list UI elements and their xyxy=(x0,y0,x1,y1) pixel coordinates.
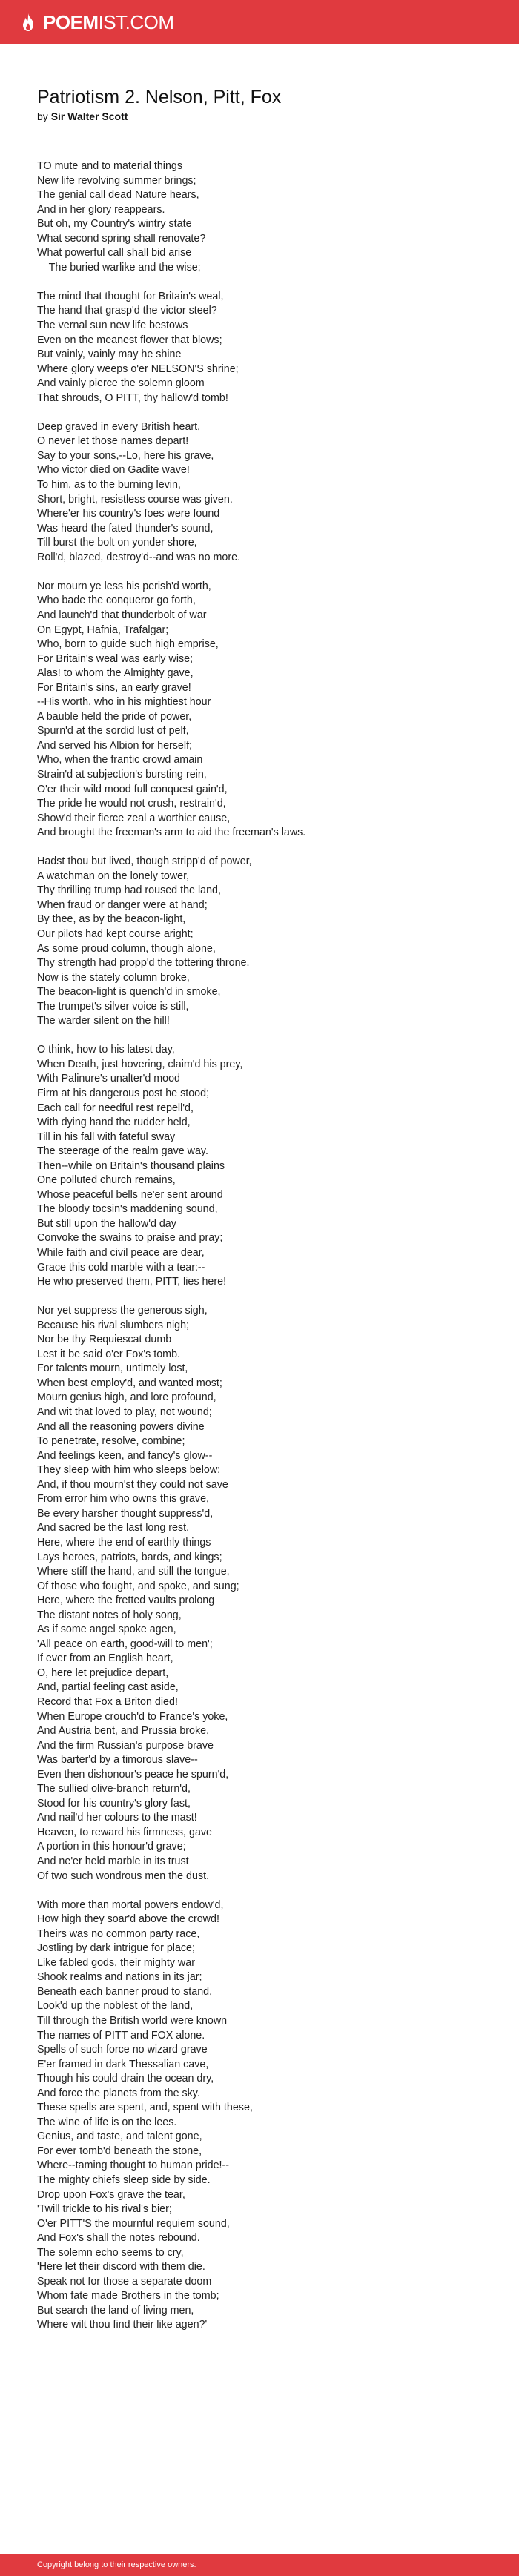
poem-line: For talents mourn, untimely lost, xyxy=(37,1363,188,1375)
poem-line: But search the land of living men, xyxy=(37,2304,194,2317)
poem-line: Roll'd, blazed, destroy'd--and was no more. xyxy=(37,551,241,563)
poem-line: A portion in this honour'd grave; xyxy=(37,1841,186,1853)
poem-line: Whom fate made Brothers in the tomb; xyxy=(37,2290,219,2302)
poem-line: O think, how to his latest day, xyxy=(37,1044,175,1056)
poem-line: When fraud or danger were at hand; xyxy=(37,898,208,911)
poem-line: Till in his fall with fateful sway xyxy=(37,1130,176,1143)
poem-line: A bauble held the pride of power, xyxy=(37,710,192,723)
poem-line: When Europe crouch'd to France's yoke, xyxy=(37,1710,228,1723)
stanza xyxy=(37,855,497,1029)
poem-line: And all the reasoning powers divine xyxy=(37,1420,205,1433)
poem-line: Each call for needful rest repell'd, xyxy=(37,1102,194,1114)
poem-line: What powerful call shall bid arise xyxy=(37,247,192,259)
poem-line: Look'd up the noblest of the land, xyxy=(37,2000,194,2013)
poem-line: The distant notes of holy song, xyxy=(37,1609,182,1621)
poem-line: While faith and civil peace are dear, xyxy=(37,1247,205,1259)
stanza xyxy=(37,290,497,405)
poem-line: Who, born to guide such high emprise, xyxy=(37,638,219,651)
poem-line: But still upon the hallow'd day xyxy=(37,1217,176,1230)
poem-line: The wine of life is on the lees. xyxy=(37,2116,177,2128)
poem-line: As some proud column, though alone, xyxy=(37,942,216,955)
poem-line: New life revolving summer brings; xyxy=(37,174,196,187)
poem-line: Where stiff the hand, and still the tongue, xyxy=(37,1566,230,1578)
poem-line: And feelings keen, and fancy's glow-- xyxy=(37,1449,213,1462)
poem-line: The sullied olive-branch return'd, xyxy=(37,1783,191,1795)
poem-line: Firm at his dangerous post he stood; xyxy=(37,1087,210,1099)
poem-line: Shook realms and nations in its jar; xyxy=(37,1971,202,1984)
poem-line: And in her glory reappears. xyxy=(37,203,165,216)
poem-line: Nor be thy Requiescat dumb xyxy=(37,1334,172,1346)
poem-line: Strain'd at subjection's bursting rein, xyxy=(37,768,207,781)
poem-line: And wit that loved to play, not wound; xyxy=(37,1406,212,1419)
poem-line: The vernal sun new life bestows xyxy=(37,319,188,332)
author-link[interactable]: Sir Walter Scott xyxy=(50,110,128,122)
poem-line: Where wilt thou find their like agen?' xyxy=(37,2319,208,2331)
stanza xyxy=(37,1898,497,2333)
poem-line: When best employ'd, and wanted most; xyxy=(37,1377,222,1389)
poem-line: Nor yet suppress the generous sigh, xyxy=(37,1305,208,1317)
poem-line: Hadst thou but lived, though stripp'd of power, xyxy=(37,855,252,868)
stanza xyxy=(37,420,497,565)
stanza xyxy=(37,580,497,841)
poem-line: To him, as to the burning levin, xyxy=(37,479,181,491)
poem-line: The buried warlike and the wise; xyxy=(37,261,201,274)
poem-line: Because his rival slumbers nigh; xyxy=(37,1319,190,1331)
poem-line: He who preserved them, PITT, lies here! xyxy=(37,1276,227,1288)
poem-line: The solemn echo seems to cry, xyxy=(37,2246,184,2259)
poem-line: How high they soar'd above the crowd! xyxy=(37,1913,219,1926)
poem-line: And Fox's shall the notes rebound. xyxy=(37,2232,200,2245)
poem-line: O, here let prejudice depart, xyxy=(37,1666,169,1679)
poem-line: But vainly, vainly may he shine xyxy=(37,348,182,361)
poem-line: That shrouds, O PITT, thy hallow'd tomb! xyxy=(37,391,228,404)
poem-line: O'er PITT'S the mournful requiem sound, xyxy=(37,2217,230,2230)
poem-line: What second spring shall renovate? xyxy=(37,232,206,245)
poem-line: The mind that thought for Britain's weal, xyxy=(37,290,224,302)
poem-line: Now is the stately column broke, xyxy=(37,971,190,984)
poem-line: And launch'd that thunderbolt of war xyxy=(37,609,207,621)
poem-line: Jostling by dark intrigue for place; xyxy=(37,1942,195,1955)
poem-line: The steerage of the realm gave way. xyxy=(37,1145,208,1158)
poem-line: And sacred be the last long rest. xyxy=(37,1522,190,1534)
poem-line: Lays heroes, patriots, bards, and kings; xyxy=(37,1551,222,1563)
poem-line: From error him who owns this grave, xyxy=(37,1493,209,1506)
poem-line: Thy thrilling trump had roused the land, xyxy=(37,884,221,897)
poem-line: Our pilots had kept course aright; xyxy=(37,927,194,940)
poem-line: And vainly pierce the solemn gloom xyxy=(37,377,205,390)
poem-line: With more than mortal powers endow'd, xyxy=(37,1898,224,1911)
poem-line: Of those who fought, and spoke, and sung; xyxy=(37,1580,239,1592)
poem-line: Mourn genius high, and lore profound, xyxy=(37,1391,216,1404)
poem-line: Lest it be said o'er Fox's tomb. xyxy=(37,1348,180,1360)
poem-line: Nor mourn ye less his perish'd worth, xyxy=(37,580,211,592)
poem-line: Thy strength had propp'd the tottering throne. xyxy=(37,957,250,970)
poem-line: Here, where the end of earthly things xyxy=(37,1536,211,1549)
poem-body xyxy=(37,159,497,2333)
poem-line: And brought the freeman's arm to aid the freeman's laws. xyxy=(37,827,306,839)
poem-line: The hand that grasp'd the victor steel? xyxy=(37,305,217,317)
poem-line: Grace this cold marble with a tear:-- xyxy=(37,1261,205,1274)
poem-line: E'er framed in dark Thessalian cave, xyxy=(37,2058,209,2070)
poem-line: For ever tomb'd beneath the stone, xyxy=(37,2145,202,2157)
poem-line: These spells are spent, and, spent with these, xyxy=(37,2102,253,2114)
poem-line: --His worth, who in his mightiest hour xyxy=(37,696,211,709)
poem-line: Whose peaceful bells ne'er sent around xyxy=(37,1188,223,1201)
poem-line: And, if thou mourn'st they could not save xyxy=(37,1478,228,1491)
site-header xyxy=(0,0,519,44)
poem-line: Record that Fox a Briton died! xyxy=(37,1695,178,1708)
poem-line: Beneath each banner proud to stand, xyxy=(37,1985,213,1998)
poem-line: Say to your sons,--Lo, here his grave, xyxy=(37,449,214,462)
poem-line: For Britain's weal was early wise; xyxy=(37,652,194,665)
poem-line: One polluted church remains, xyxy=(37,1174,176,1187)
poem-line: To penetrate, resolve, combine; xyxy=(37,1435,185,1448)
poem-line: Where'er his country's foes were found xyxy=(37,508,220,520)
poem-line: Deep graved in every British heart, xyxy=(37,420,201,433)
brand-bold: POEM xyxy=(43,11,99,33)
poem-line: A watchman on the lonely tower, xyxy=(37,870,190,882)
poem-line: They sleep with him who sleeps below: xyxy=(37,1464,221,1477)
poem-line: The genial call dead Nature hears, xyxy=(37,189,199,202)
poem-line: Speak not for those a separate doom xyxy=(37,2275,212,2288)
stanza xyxy=(37,1304,497,1884)
poem-line: Alas! to whom the Almighty gave, xyxy=(37,667,194,680)
poem-line: Where glory weeps o'er NELSON'S shrine; xyxy=(37,362,239,375)
poem-line: If ever from an English heart, xyxy=(37,1652,173,1665)
poem-line: By thee, as by the beacon-light, xyxy=(37,913,186,926)
poem-line: And nail'd her colours to the mast! xyxy=(37,1812,197,1824)
poem-line: Convoke the swains to praise and pray; xyxy=(37,1232,223,1245)
poem-line: And the firm Russian's purpose brave xyxy=(37,1739,214,1752)
poem-line: Was heard the fated thunder's sound, xyxy=(37,522,214,534)
by-label: by xyxy=(37,110,48,122)
poem-line: And Austria bent, and Prussia broke, xyxy=(37,1725,210,1738)
poem-line: 'Twill trickle to his rival's bier; xyxy=(37,2203,172,2216)
poem-line: 'Here let their discord with them die. xyxy=(37,2261,205,2274)
poem-line: Who, when the frantic crowd amain xyxy=(37,754,203,766)
poem-line: TO mute and to material things xyxy=(37,160,183,172)
poem-line: Stood for his country's glory fast, xyxy=(37,1797,191,1810)
poem-line: And ne'er held marble in its trust xyxy=(37,1855,189,1867)
poem-line: The warder silent on the hill! xyxy=(37,1015,170,1027)
poem-line: On Egypt, Hafnia, Trafalgar; xyxy=(37,623,169,636)
poem-title: Patriotism 2. Nelson, Pitt, Fox xyxy=(37,87,282,107)
poem-line: The beacon-light is quench'd in smoke, xyxy=(37,986,221,999)
poem-line: Who bade the conqueror go forth, xyxy=(37,595,196,607)
poem-line: And served his Albion for herself; xyxy=(37,739,193,752)
poem-line: Theirs was no common party race, xyxy=(37,1927,200,1940)
poem-line: Genius, and taste, and talent gone, xyxy=(37,2130,202,2143)
poem-line: And, partial feeling cast aside, xyxy=(37,1681,179,1694)
poem-line: Of two such wondrous men the dust. xyxy=(37,1870,210,1882)
poem-line: With dying hand the rudder held, xyxy=(37,1116,191,1129)
poem-line: With Palinure's unalter'd mood xyxy=(37,1073,181,1085)
site-logo-text xyxy=(43,10,174,34)
poem-line: Till through the British world were known xyxy=(37,2015,228,2027)
poem-line: O never let those names depart! xyxy=(37,435,189,448)
poem-line: O'er their wild mood full conquest gain'd, xyxy=(37,783,228,795)
poem-line: Even then dishonour's peace he spurn'd, xyxy=(37,1768,229,1781)
poem-line: The names of PITT and FOX alone. xyxy=(37,2029,205,2042)
poem-line: Was barter'd by a timorous slave-- xyxy=(37,1754,198,1767)
site-logo[interactable] xyxy=(18,10,174,34)
poem-line: Show'd their fierce zeal a worthier cause, xyxy=(37,812,231,824)
poem-line: The pride he would not crush, restrain'd, xyxy=(37,798,226,810)
poem-line: 'All peace on earth, good-will to men'; xyxy=(37,1638,213,1650)
copyright-text: Copyright belong to their respective owners. xyxy=(37,2560,196,2569)
poem-line: Heaven, to reward his firmness, gave xyxy=(37,1826,213,1838)
site-footer xyxy=(0,2554,519,2576)
stanza xyxy=(37,159,497,275)
poem-line: Here, where the fretted vaults prolong xyxy=(37,1595,215,1607)
poem-line: Be every harsher thought suppress'd, xyxy=(37,1507,214,1520)
poem-line: Till burst the bolt on yonder shore, xyxy=(37,537,197,549)
poem-line: The trumpet's silver voice is still, xyxy=(37,1000,189,1013)
poem-line: Spurn'd at the sordid lust of pelf, xyxy=(37,725,189,738)
poem-line: And force the planets from the sky. xyxy=(37,2087,200,2099)
fire-icon xyxy=(18,12,39,33)
poem-line: Spells of such force no wizard grave xyxy=(37,2044,208,2056)
brand-light: IST.COM xyxy=(98,11,174,33)
stanza xyxy=(37,1043,497,1289)
poem-line: Drop upon Fox's grave the tear, xyxy=(37,2188,185,2201)
poem-line: When Death, just hovering, claim'd his prey, xyxy=(37,1058,243,1070)
poem-line: Where--taming thought to human pride!-- xyxy=(37,2159,230,2172)
poem-line: The bloody tocsin's maddening sound, xyxy=(37,1203,218,1216)
poem-line: For Britain's sins, an early grave! xyxy=(37,681,191,694)
poem-line: Who victor died on Gadite wave! xyxy=(37,464,190,477)
poem-line: But oh, my Country's wintry state xyxy=(37,218,192,231)
poem-line: The mighty chiefs sleep side by side. xyxy=(37,2174,211,2187)
byline xyxy=(37,110,128,123)
poem-line: As if some angel spoke agen, xyxy=(37,1623,176,1636)
poem-line: Short, bright, resistless course was given. xyxy=(37,493,233,506)
poem-line: Like fabled gods, their mighty war xyxy=(37,1956,195,1969)
poem-line: Even on the meanest flower that blows; xyxy=(37,334,222,346)
poem-line: Though his could drain the ocean dry, xyxy=(37,2073,214,2085)
poem-line: Then--while on Britain's thousand plains xyxy=(37,1159,225,1172)
